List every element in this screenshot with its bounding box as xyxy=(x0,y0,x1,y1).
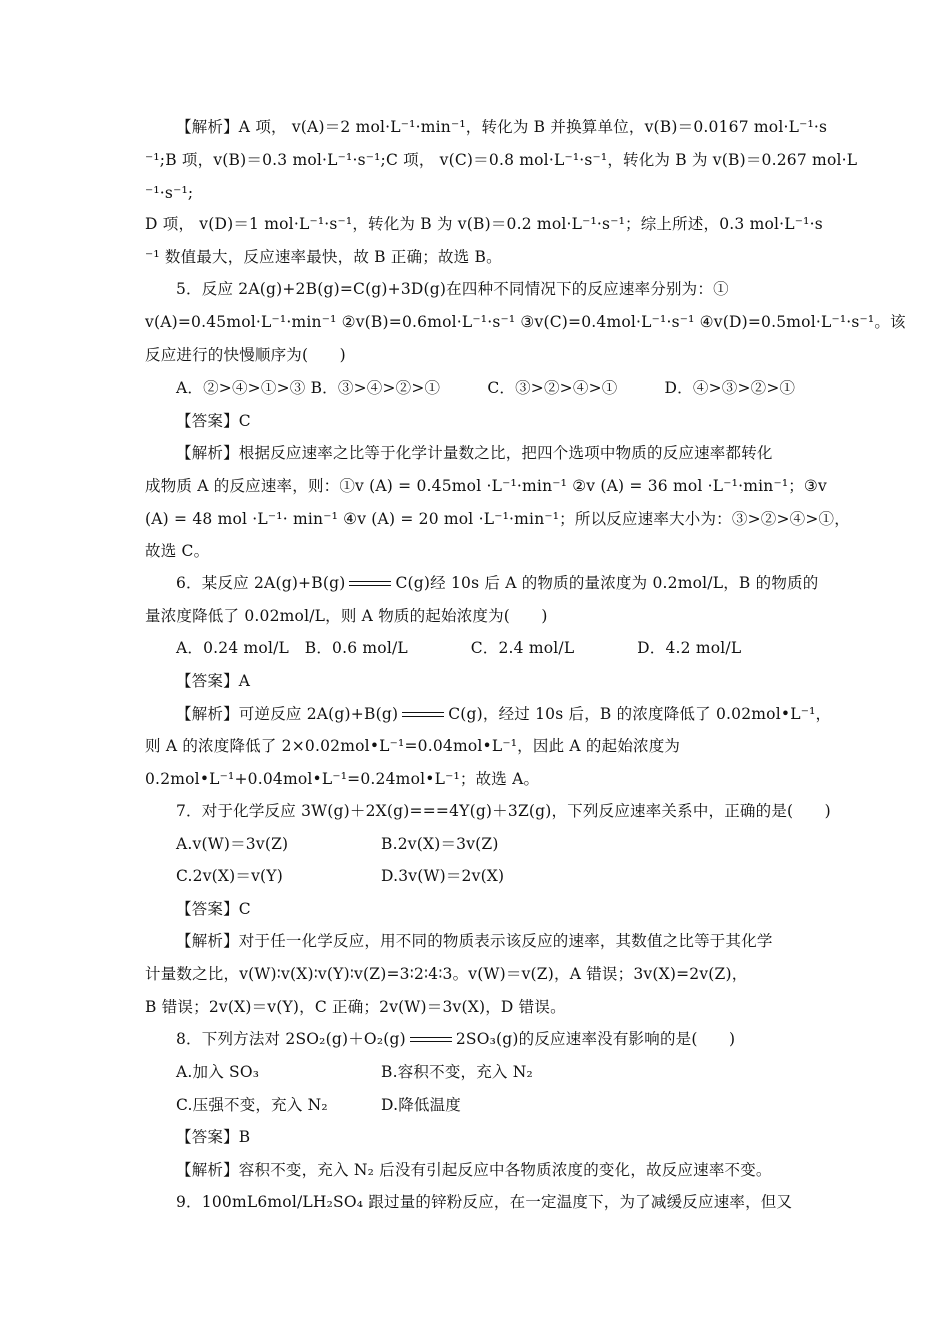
question-8-products: 2SO₃(g)的反应速率没有影响的是( ) xyxy=(455,1030,736,1048)
analysis-5-line-2: 成物质 A 的反应速率，则：①v (A) = 0.45mol ·L⁻¹·min⁻¹ ②v (A) = 36 mol ·L⁻¹·min⁻¹；③v xyxy=(145,477,827,495)
analysis-7-line-1: 【解析】对于任一化学反应，用不同的物质表示该反应的速率，其数值之比等于其化学 xyxy=(176,932,773,950)
reversible-arrow-icon xyxy=(349,579,391,589)
analysis-5-line-4: 故选 C。 xyxy=(145,542,210,560)
analysis-8-line-1: 【解析】容积不变，充入 N₂ 后没有引起反应中各物质浓度的变化，故反应速率不变。 xyxy=(176,1161,772,1179)
analysis-q4-line-4: D 项， v(D)＝1 mol·L⁻¹·s⁻¹，转化为 B 为 v(B)＝0.2 mol·L⁻¹·s⁻¹；综上所述，0.3 mol·L⁻¹·s xyxy=(145,215,823,233)
analysis-q4-line-5: ⁻¹ 数值最大，反应速率最快，故 B 正确；故选 B。 xyxy=(145,248,502,266)
analysis-5-line-3: (A) = 48 mol ·L⁻¹· min⁻¹ ④v (A) = 20 mol ·L⁻¹·min⁻¹；所以反应速率大小为：③>②>④>①， xyxy=(145,510,850,528)
question-5-stem: 5．反应 2A(g)+2B(g)=C(g)+3D(g)在四种不同情况下的反应速率分别为：① xyxy=(176,280,729,298)
analysis-5-line-1: 【解析】根据反应速率之比等于化学计量数之比，把四个选项中物质的反应速率都转化 xyxy=(176,444,773,462)
question-7-stem: 7．对于化学反应 3W(g)＋2X(g)===4Y(g)＋3Z(g)，下列反应速率关系中，正确的是( ) xyxy=(176,802,831,820)
analysis-6-line-3: 0.2mol•L⁻¹+0.04mol•L⁻¹=0.24mol•L⁻¹；故选 A。 xyxy=(145,770,540,788)
reversible-arrow-icon xyxy=(402,710,444,720)
question-8-reactants: 8．下列方法对 2SO₂(g)＋O₂(g) xyxy=(176,1030,406,1048)
answer-6: 【答案】A xyxy=(176,672,251,690)
question-7-option-a: A.v(W)＝3v(Z) xyxy=(176,835,289,853)
question-8-option-c: C.压强不变，充入 N₂ xyxy=(176,1096,328,1114)
analysis-7-line-3: B 错误；2v(X)＝v(Y)，C 正确；2v(W)＝3v(X)，D 错误。 xyxy=(145,998,566,1016)
answer-5: 【答案】C xyxy=(176,412,251,430)
question-6-stem xyxy=(176,572,818,594)
question-5-prompt: 反应进行的快慢顺序为( ) xyxy=(145,346,346,364)
analysis-6-line-1 xyxy=(176,703,831,725)
question-9-stem: 9．100mL6mol/LH₂SO₄ 跟过量的锌粉反应，在一定温度下，为了减缓反应速率，但又 xyxy=(176,1193,793,1211)
analysis-6-reactants: 【解析】可逆反应 2A(g)+B(g) xyxy=(176,705,399,723)
question-5-options: A．②>④>①>③ B．③>④>②>① C．③>②>④>① D．④>③>②>① xyxy=(176,379,796,397)
analysis-6-line-2: 则 A 的浓度降低了 2×0.02mol•L⁻¹=0.04mol•L⁻¹，因此 A 的起始浓度为 xyxy=(145,737,681,755)
question-8-option-a: A.加入 SO₃ xyxy=(176,1063,260,1081)
question-6-reactants: 6．某反应 2A(g)+B(g) xyxy=(176,574,346,592)
analysis-7-line-2: 计量数之比，v(W)∶v(X)∶v(Y)∶v(Z)=3∶2∶4∶3。v(W)＝v(Z)，A 错误；3v(X)=2v(Z)， xyxy=(145,965,748,983)
analysis-q4-line-1: 【解析】A 项， v(A)＝2 mol·L⁻¹·min⁻¹，转化为 B 并换算单位，v(B)＝0.0167 mol·L⁻¹·s xyxy=(176,118,828,136)
question-5-rates: v(A)=0.45mol·L⁻¹·min⁻¹ ②v(B)=0.6mol·L⁻¹·s⁻¹ ③v(C)=0.4mol·L⁻¹·s⁻¹ ④v(D)=0.5mol·L⁻¹·s⁻¹。该 xyxy=(145,313,906,331)
question-6-options: A．0.24 mol/L B．0.6 mol/L C．2.4 mol/L D．4.2 mol/L xyxy=(176,639,742,657)
reversible-arrow-icon xyxy=(410,1035,452,1045)
answer-8: 【答案】B xyxy=(176,1128,251,1146)
question-7-option-d: D.3v(W)＝2v(X) xyxy=(381,867,505,885)
analysis-6-products: C(g)，经过 10s 后，B 的浓度降低了 0.02mol•L⁻¹， xyxy=(448,705,832,723)
question-8-option-d: D.降低温度 xyxy=(381,1096,462,1114)
analysis-q4-line-3: ⁻¹·s⁻¹; xyxy=(145,184,194,202)
question-8-stem xyxy=(176,1028,735,1050)
analysis-q4-line-2: ⁻¹;B 项，v(B)＝0.3 mol·L⁻¹·s⁻¹;C 项， v(C)＝0.8 mol·L⁻¹·s⁻¹，转化为 B 为 v(B)＝0.267 mol·L xyxy=(145,151,858,169)
question-8-option-b: B.容积不变，充入 N₂ xyxy=(381,1063,533,1081)
answer-7: 【答案】C xyxy=(176,900,251,918)
question-6-prompt: 量浓度降低了 0.02mol/L，则 A 物质的起始浓度为( ) xyxy=(145,607,548,625)
question-7-option-c: C.2v(X)＝v(Y) xyxy=(176,867,283,885)
question-7-option-b: B.2v(X)＝3v(Z) xyxy=(381,835,499,853)
question-6-products: C(g)经 10s 后 A 的物质的量浓度为 0.2mol/L，B 的物质的 xyxy=(395,574,819,592)
